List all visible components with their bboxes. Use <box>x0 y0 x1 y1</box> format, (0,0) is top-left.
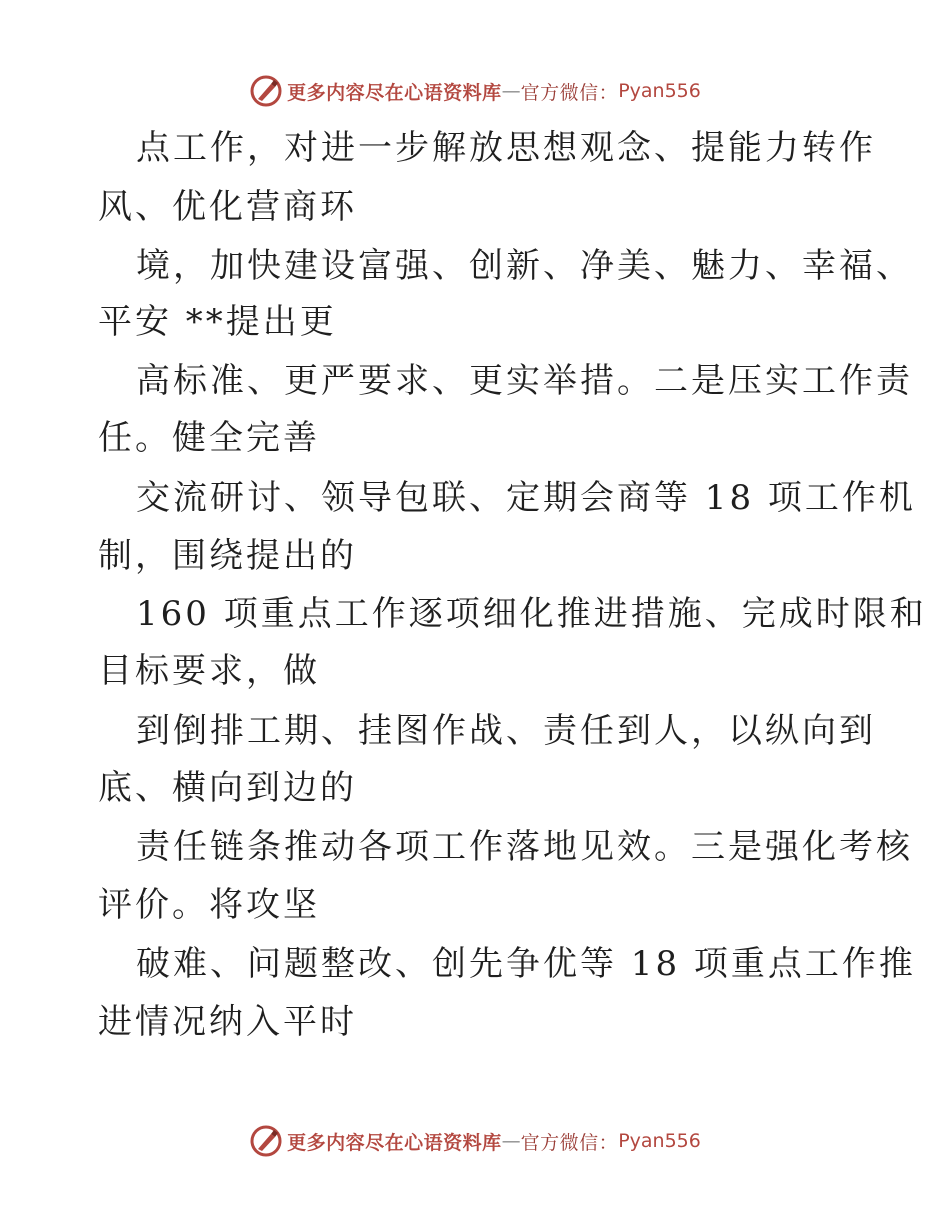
banner-wechat-label: 官方微信： <box>520 1131 619 1154</box>
text-line: 进情况纳入平时 <box>98 1002 357 1042</box>
text-line: 评价。将攻坚 <box>98 885 320 925</box>
text-line: 到倒排工期、挂图作战、责任到人，以纵向到 <box>136 711 876 751</box>
text-line: 点工作，对进一步解放思想观念、提能力转作 <box>136 128 876 168</box>
text-line: 制，围绕提出的 <box>98 536 357 576</box>
header-banner <box>0 71 950 111</box>
text-line: 任。健全完善 <box>98 418 320 458</box>
text-line: 160 项重点工作逐项细化推进措施、完成时限和 <box>136 594 927 634</box>
text-line: 高标准、更严要求、更实举措。二是压实工作责 <box>136 361 913 401</box>
text-line: 责任链条推动各项工作落地见效。三是强化考核 <box>136 827 913 867</box>
text-line: 交流研讨、领导包联、定期会商等 18 项工作机 <box>136 478 916 518</box>
text-line: 目标要求，做 <box>98 651 320 691</box>
banner-wechat-id: Pyan556 <box>618 1130 701 1152</box>
banner-dash: — <box>501 80 521 102</box>
text-line: 风、优化营商环 <box>98 187 357 227</box>
footer-banner <box>0 1121 950 1161</box>
banner-title: 更多内容尽在心语资料库 <box>287 1131 502 1154</box>
text-line: 底、横向到边的 <box>98 768 357 808</box>
pen-logo-icon <box>249 1124 283 1158</box>
text-line: 平安 **提出更 <box>98 302 337 342</box>
banner-title: 更多内容尽在心语资料库 <box>287 81 502 104</box>
text-line: 境，加快建设富强、创新、净美、魅力、幸福、 <box>136 246 913 286</box>
pen-logo-icon <box>249 74 283 108</box>
text-line: 破难、问题整改、创先争优等 18 项重点工作推 <box>136 944 916 984</box>
banner-wechat-id: Pyan556 <box>618 80 701 102</box>
banner-wechat-label: 官方微信： <box>520 81 619 104</box>
banner-dash: — <box>501 1130 521 1152</box>
